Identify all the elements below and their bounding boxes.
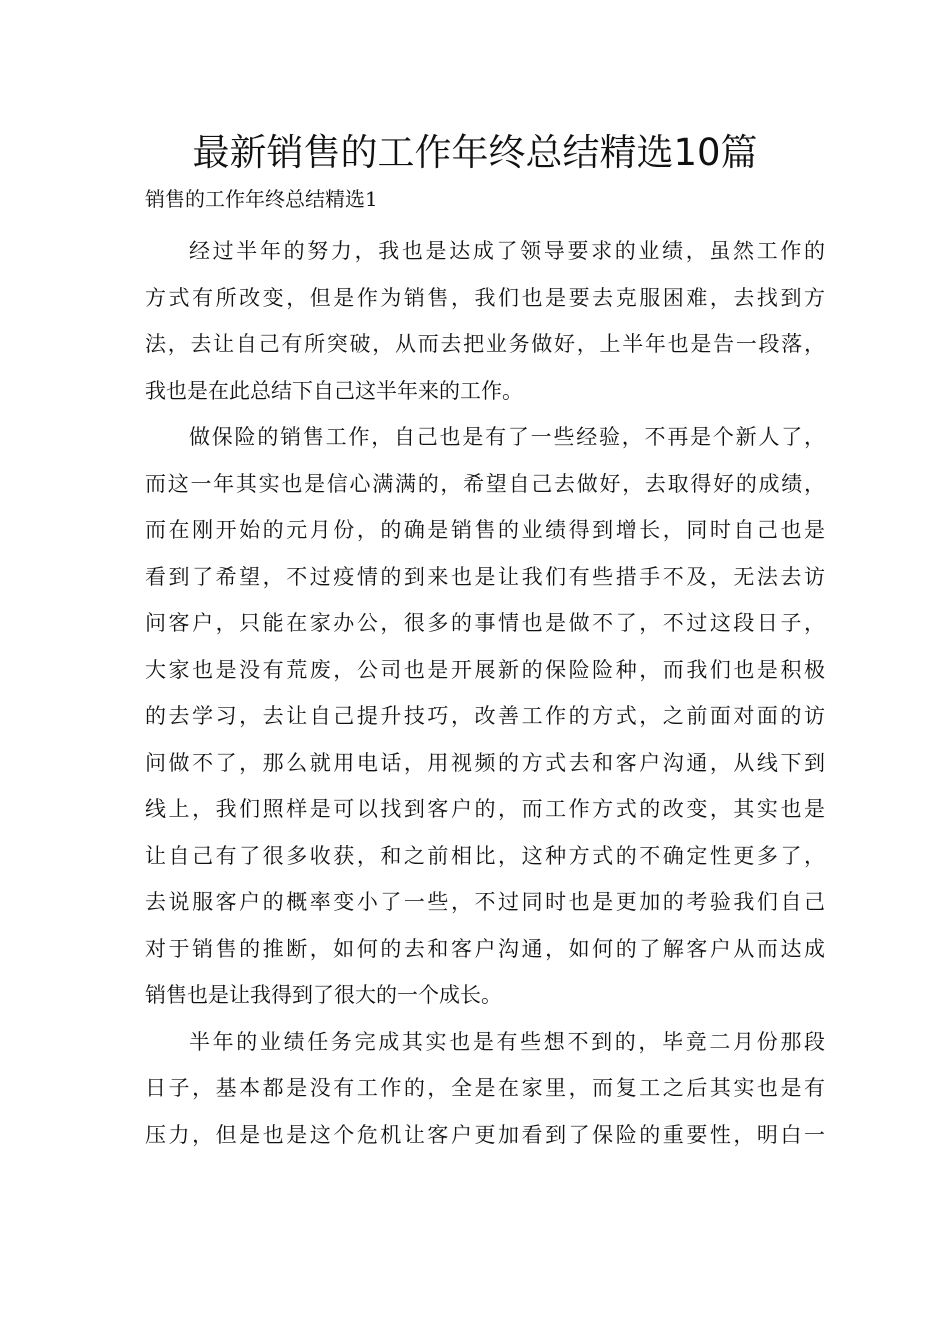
- text-line: 线上，我们照样是可以找到客户的，而工作方式的改变，其实也是: [145, 797, 825, 821]
- text-line: 日子，基本都是没有工作的，全是在家里，而复工之后其实也是有: [145, 1076, 825, 1100]
- text-line: 看到了希望，不过疫情的到来也是让我们有些措手不及，无法去访: [145, 564, 825, 589]
- paragraph-2: [145, 414, 825, 1019]
- text-line: 我也是在此总结下自己这半年来的工作。: [145, 378, 523, 403]
- text-line: 经过半年的努力，我也是达成了领导要求的业绩，虽然工作的: [189, 239, 825, 263]
- paragraph-3: [145, 1019, 825, 1159]
- text-line: 半年的业绩任务完成其实也是有些想不到的，毕竟二月份那段: [189, 1029, 825, 1054]
- text-line: 法，去让自己有所突破，从而去把业务做好，上半年也是告一段落，: [145, 332, 825, 356]
- text-line: 而这一年其实也是信心满满的，希望自己去做好，去取得好的成绩，: [145, 471, 825, 496]
- text-line: 让自己有了很多收获，和之前相比，这种方式的不确定性更多了，: [145, 843, 825, 868]
- text-line: 方式有所改变，但是作为销售，我们也是要去克服困难，去找到方: [145, 285, 825, 310]
- text-line: 销售也是让我得到了很大的一个成长。: [145, 983, 502, 1007]
- document-title: 最新销售的工作年终总结精选10篇: [192, 131, 758, 174]
- section-heading: 销售的工作年终总结精选1: [145, 187, 378, 211]
- text-line: 问客户，只能在家办公，很多的事情也是做不了，不过这段日子，: [145, 611, 825, 635]
- text-line: 问做不了，那么就用电话，用视频的方式去和客户沟通，从线下到: [145, 750, 825, 775]
- paragraph-1: [145, 228, 825, 414]
- text-line: 而在刚开始的元月份，的确是销售的业绩得到增长，同时自己也是: [145, 518, 825, 542]
- text-line: 去说服客户的概率变小了一些，不过同时也是更加的考验我们自己: [145, 890, 825, 914]
- text-line: 大家也是没有荒废，公司也是开展新的保险险种，而我们也是积极: [145, 657, 825, 682]
- text-line: 的去学习，去让自己提升技巧，改善工作的方式，之前面对面的访: [145, 704, 825, 728]
- text-line: 对于销售的推断，如何的去和客户沟通，如何的了解客户从而达成: [145, 936, 825, 961]
- document-body: [145, 228, 825, 1158]
- text-line: 压力，但是也是这个危机让客户更加看到了保险的重要性，明白一: [145, 1122, 825, 1147]
- text-line: 做保险的销售工作，自己也是有了一些经验，不再是个新人了，: [189, 425, 825, 449]
